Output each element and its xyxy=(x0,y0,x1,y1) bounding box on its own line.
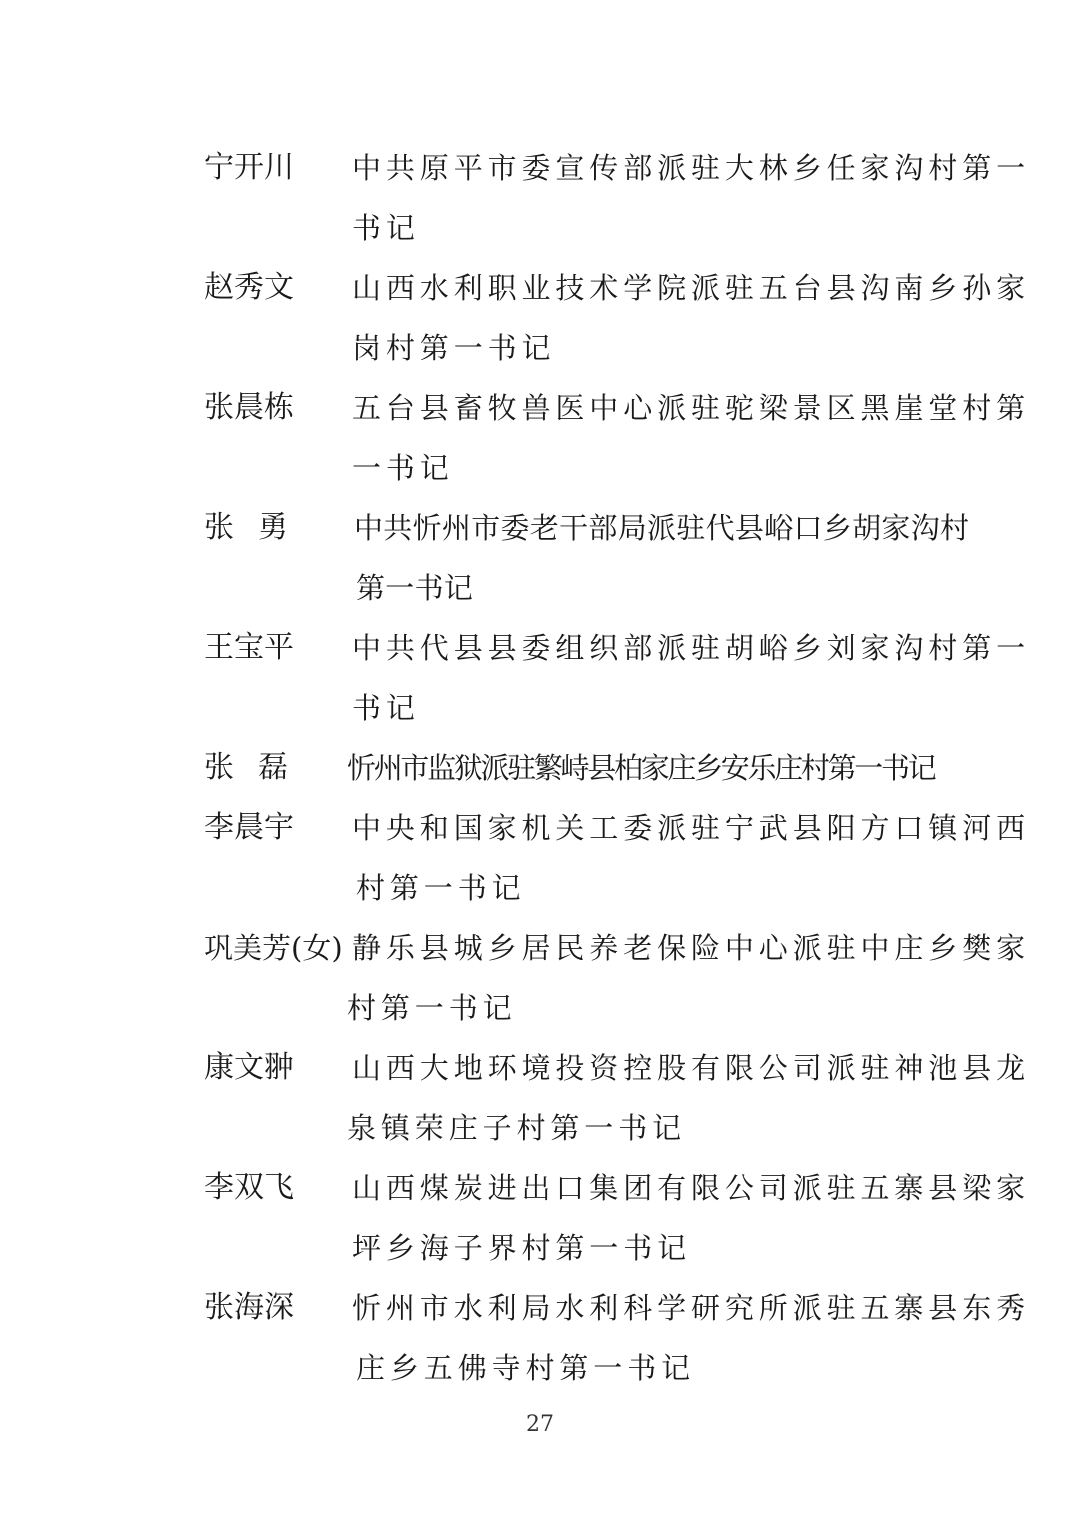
person-name: 赵秀文 xyxy=(204,270,294,305)
position-line: 山西煤炭进出口集团有限公司派驻五寨县梁家 xyxy=(352,1171,1031,1205)
position-line: 中共忻州市委老干部局派驻代县峪口乡胡家沟村 xyxy=(354,511,970,545)
person-name: 张勇 xyxy=(204,510,312,545)
position-line: 书记 xyxy=(352,691,420,725)
position-line: 岗村第一书记 xyxy=(352,331,556,365)
position-line: 山西大地环境投资控股有限公司派驻神池县龙 xyxy=(352,1051,1031,1085)
position-line: 坪乡海子界村第一书记 xyxy=(352,1231,692,1265)
position-line: 中共原平市委宣传部派驻大林乡任家沟村第一 xyxy=(352,151,1031,185)
position-line: 静乐县城乡居民养老保险中心派驻中庄乡樊家 xyxy=(352,931,1031,965)
position-line: 村第一书记 xyxy=(347,991,517,1025)
position-line: 村第一书记 xyxy=(356,871,526,905)
person-name: 宁开川 xyxy=(204,150,294,185)
position-line: 中共代县县委组织部派驻胡峪乡刘家沟村第一 xyxy=(352,631,1031,665)
person-name: 巩美芳(女) xyxy=(204,931,343,965)
person-name: 张海深 xyxy=(204,1290,294,1325)
person-name: 康文翀 xyxy=(204,1050,294,1085)
person-name: 张晨栋 xyxy=(204,390,294,425)
page-number: 27 xyxy=(526,1412,554,1437)
person-name: 王宝平 xyxy=(204,630,294,665)
person-name: 李双飞 xyxy=(204,1170,294,1205)
person-name: 张磊 xyxy=(204,750,312,785)
position-line: 一书记 xyxy=(352,451,454,485)
position-line: 庄乡五佛寺村第一书记 xyxy=(356,1351,696,1385)
position-line: 五台县畜牧兽医中心派驻驼梁景区黑崖堂村第 xyxy=(352,391,1031,425)
position-line: 山西水利职业技术学院派驻五台县沟南乡孙家 xyxy=(352,271,1031,305)
position-line: 第一书记 xyxy=(356,571,474,605)
position-line: 中央和国家机关工委派驻宁武县阳方口镇河西 xyxy=(352,811,1031,845)
position-line: 泉镇荣庄子村第一书记 xyxy=(347,1111,687,1145)
position-line: 书记 xyxy=(352,211,420,245)
position-line: 忻州市水利局水利科学研究所派驻五寨县东秀 xyxy=(352,1291,1031,1325)
person-name: 李晨宇 xyxy=(204,810,294,845)
position-line: 忻州市监狱派驻繁峙县柏家庄乡安乐庄村第一书记 xyxy=(347,751,935,785)
